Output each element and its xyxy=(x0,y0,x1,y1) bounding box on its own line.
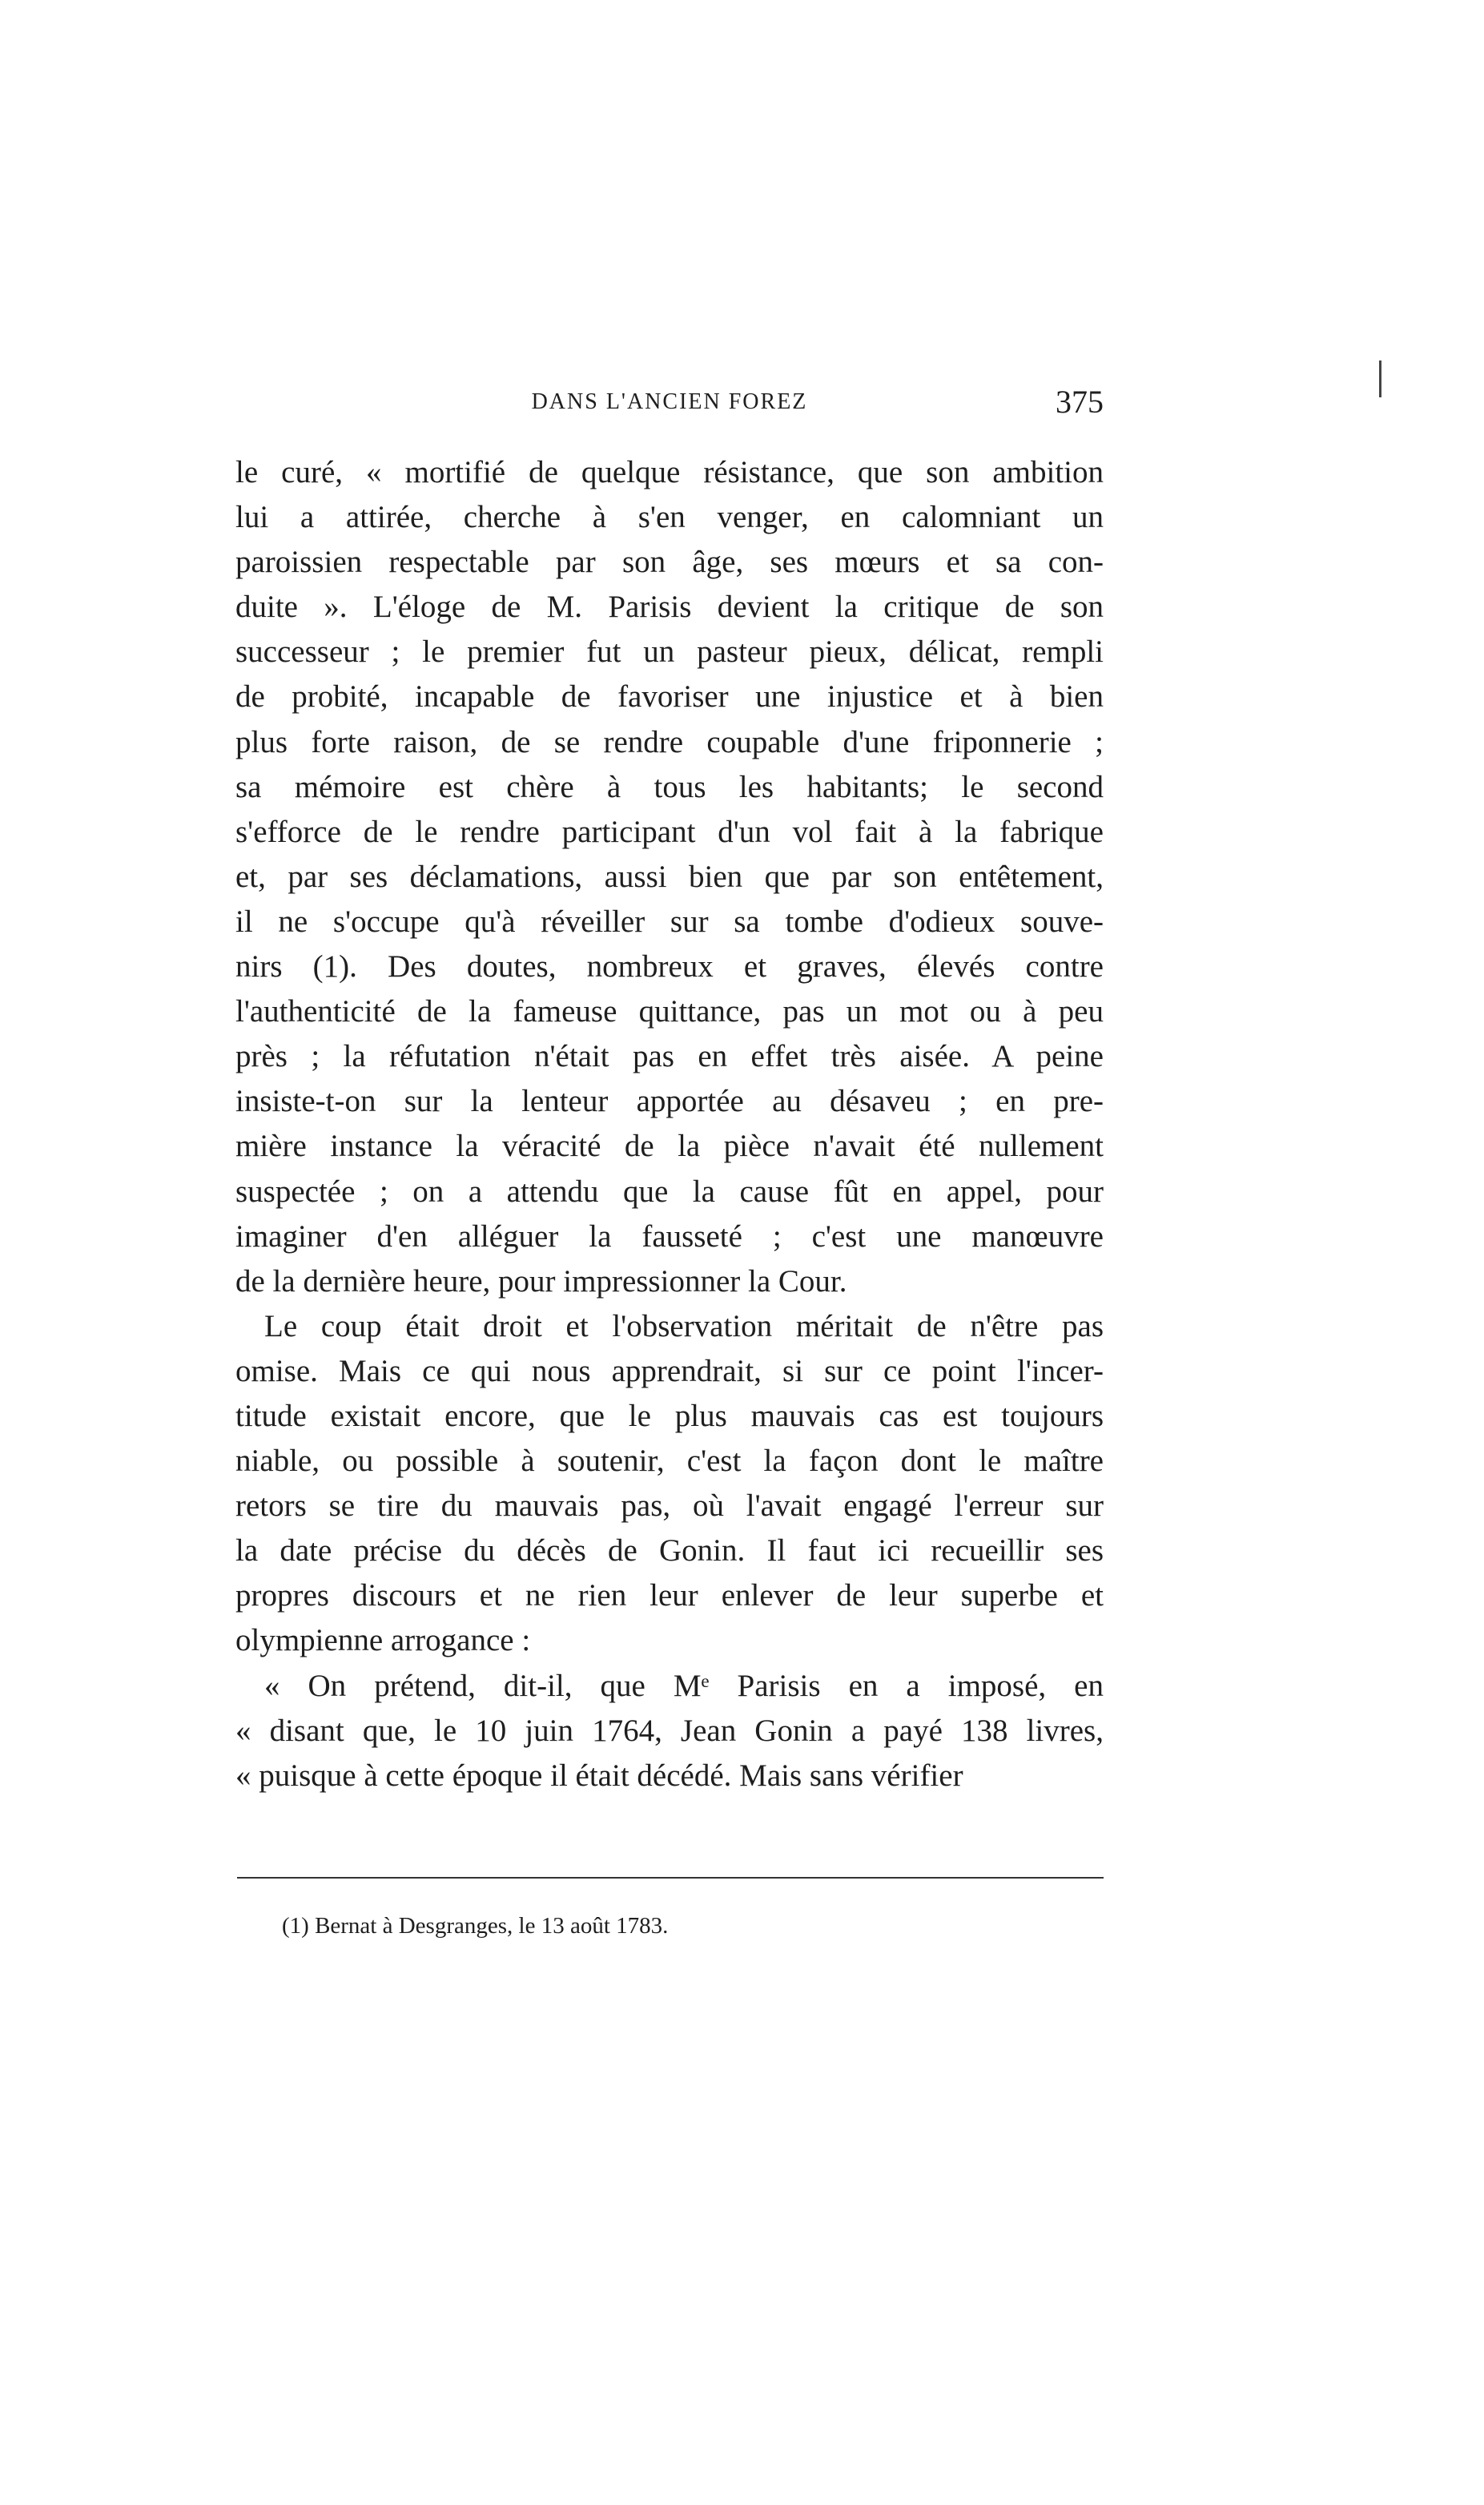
text-line: olympienne arrogance : xyxy=(235,1623,531,1658)
scan-edge-mark xyxy=(1379,360,1381,397)
text-line: successeur ; le premier fut un pasteur pieux, délicat, rempli xyxy=(235,634,1104,670)
text-line: niable, ou possible à soutenir, c'est la façon dont le maître xyxy=(235,1444,1104,1479)
text-line: il ne s'occupe qu'à réveiller sur sa tombe d'odieux souve- xyxy=(235,904,1104,939)
running-header xyxy=(235,383,1104,423)
text-line: « puisque à cette époque il était décédé. Mais sans vérifier xyxy=(235,1758,963,1793)
text-line: omise. Mais ce qui nous apprendrait, si sur ce point l'incer- xyxy=(235,1353,1104,1388)
page-number: 375 xyxy=(1056,384,1104,420)
text-line: Le coup était droit et l'observation méritait de n'être pas xyxy=(264,1308,1104,1343)
footnote-rule xyxy=(237,1877,1104,1879)
text-line: suspectée ; on a attendu que la cause fût en appel, pour xyxy=(235,1174,1104,1209)
text-line: lui a attirée, cherche à s'en venger, en calomniant un xyxy=(235,500,1104,535)
text-line: mière instance la véracité de la pièce n'avait été nullement xyxy=(235,1129,1104,1164)
text-line: « On prétend, dit-il, que Mᵉ Parisis en a imposé, en xyxy=(264,1668,1104,1703)
text-line: et, par ses déclamations, aussi bien que par son entêtement, xyxy=(235,859,1104,894)
paragraph xyxy=(235,450,1104,1304)
text-line: propres discours et ne rien leur enlever de leur superbe et xyxy=(235,1578,1104,1613)
running-title: DANS L'ANCIEN FOREZ xyxy=(531,389,808,414)
text-line: la date précise du décès de Gonin. Il faut ici recueillir ses xyxy=(235,1533,1104,1569)
text-line: de probité, incapable de favoriser une injustice et à bien xyxy=(235,679,1104,715)
footnote: (1) Bernat à Desgranges, le 13 août 1783. xyxy=(282,1913,669,1939)
text-line: s'efforce de le rendre participant d'un vol fait à la fabrique xyxy=(235,814,1104,849)
text-line: insiste-t-on sur la lenteur apportée au désaveu ; en pre- xyxy=(235,1084,1104,1119)
text-line: l'authenticité de la fameuse quittance, pas un mot ou à peu xyxy=(235,994,1104,1029)
text-line: nirs (1). Des doutes, nombreux et graves, élevés contre xyxy=(235,949,1104,985)
text-line: « disant que, le 10 juin 1764, Jean Gonin a payé 138 livres, xyxy=(235,1713,1104,1748)
text-line: duite ». L'éloge de M. Parisis devient la critique de son xyxy=(235,590,1104,625)
text-line: paroissien respectable par son âge, ses mœurs et sa con- xyxy=(235,545,1104,580)
paragraph xyxy=(235,1304,1104,1664)
text-line: plus forte raison, de se rendre coupable d'une friponnerie ; xyxy=(235,724,1104,759)
text-line: près ; la réfutation n'était pas en effet très aisée. A peine xyxy=(235,1039,1104,1074)
text-line: sa mémoire est chère à tous les habitants; le second xyxy=(235,769,1104,804)
body-text xyxy=(235,450,1104,1798)
text-line: imaginer d'en alléguer la fausseté ; c'est une manœuvre xyxy=(235,1218,1104,1254)
paragraph xyxy=(235,1664,1104,1798)
text-line: retors se tire du mauvais pas, où l'avait engagé l'erreur sur xyxy=(235,1488,1104,1524)
text-line: le curé, « mortifié de quelque résistance, que son ambition xyxy=(235,455,1104,489)
text-line: de la dernière heure, pour impressionner la Cour. xyxy=(235,1263,847,1299)
text-line: titude existait encore, que le plus mauvais cas est toujours xyxy=(235,1398,1104,1433)
